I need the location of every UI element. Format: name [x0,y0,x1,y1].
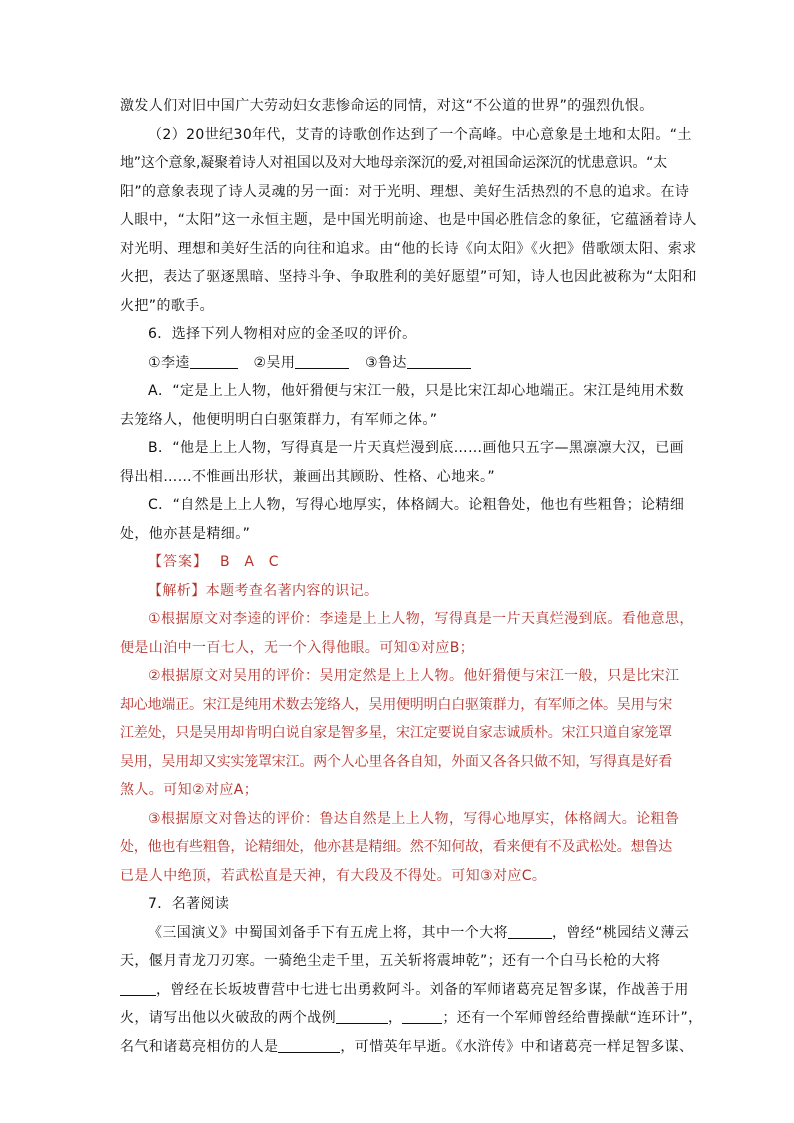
analysis-text: 煞人。可知②对应A； [120,782,259,798]
analysis-label: 【解析】 [148,582,206,599]
q7-text-segment: 火，请写出他以火破敌的两个战例 [120,1010,336,1026]
answer-blank-strategist[interactable] [278,1036,340,1053]
option-c-line: 处，他亦甚是精细。” [120,525,251,542]
option-b-line: B．“他是上上人物，写得真是一片天真烂漫到底……画他只五字—黑凛凛大汉，已画 [148,440,685,456]
q7-text-segment: 《三国演义》中蜀国刘备手下有五虎上将，其中一个大将 [148,924,508,941]
blank-label-1: ①李逵 [148,354,190,371]
option-a-line: A．“定是上上人物，他奸猾便与宋江一般，只是比宋江却心地端正。宋江是纯用术数 [148,383,685,399]
analysis-text: ②根据原文对吴用的评价：吴用定然是上上人物。他奸猾便与宋江一般，只是比宋江 [148,668,680,684]
question-7-text: 天，偃月青龙刀刃寒。一骑绝尘走千里，五关斩将震坤乾”；还有一个白马长枪的大将 [120,953,661,969]
text-line: 火把，表达了驱逐黑暗、坚持斗争、争取胜利的美好愿望”可知，诗人也因此被称为“太阳和 [120,269,697,285]
question-7-title: 7．名著阅读 [148,896,230,912]
analysis-text: 已是人中绝顶，若武松直是天神，有大段及不得处。可知③对应C。 [120,867,547,884]
question-6-title: 6．选择下列人物相对应的金圣叹的评价。 [148,326,417,342]
answer-line [120,548,682,577]
answer-blank-battle-2[interactable] [402,1007,442,1024]
answer-blank-battle-1[interactable] [336,1007,388,1024]
blank-label-2: ②吴用 [253,354,296,371]
analysis-text: ③根据原文对鲁达的评价：鲁达自然是上上人物，写得心地厚实，体格阔大。论粗鲁 [148,810,680,827]
text-line: 地”这个意象,凝聚着诗人对祖国以及对大地母亲深沉的爱,对祖国命运深沉的忧患意识。“太 [120,155,668,171]
analysis-text: 却心地端正。宋江是纯用术数去笼络人，吴用便明明白白驱策群力，有军师之体。吴用与宋 [120,696,672,713]
analysis-text: ①根据原文对李逵的评价：李逵是上上人物，写得真是一片天真烂漫到底。看他意思， [148,611,694,627]
q7-text-segment: ，可惜英年早逝。《水浒传》中和诸葛亮一样足智多谋、 [340,1038,694,1055]
option-a-line: 去笼络人，他便明明白白驱策群力，有军师之体。” [120,411,438,428]
answer-label: 【答案】 [148,554,208,570]
q7-text-segment: ，曾经“桃园结义薄云 [552,924,690,941]
text-line: 人眼中，“太阳”这一永恒主题，是中国光明前途、也是中国必胜信念的象征，它蕴涵着诗人 [120,212,697,228]
q7-text-segment: ， [388,1010,403,1026]
answer-blank-white-horse-general[interactable] [120,979,156,996]
question-7-text [120,976,689,1005]
document-content [120,92,703,1061]
text-line: 激发人们对旧中国广大劳动妇女悲惨命运的同情，对这“不公道的世界”的强烈仇恨。 [120,98,654,114]
text-line: （2）20世纪30年代，艾青的诗歌创作达到了一个高峰。中心意象是土地和太阳。“土 [148,126,692,143]
option-c-line: C．“自然是上上人物，写得心地厚实，体格阔大。论粗鲁处，他也有些粗鲁；论精细 [148,497,685,513]
answer-blank-3[interactable] [407,352,471,369]
text-line: 阳”的意象表现了诗人灵魂的另一面：对于光明、理想、美好生活热烈的不息的追求。在诗 [120,183,690,200]
answer-blank-2[interactable] [295,352,349,369]
question-7-text [120,1004,703,1033]
analysis-text: 便是山泊中一百七人，无一个入得他眼。可知①对应B； [120,639,475,656]
q7-text-segment: 名气和诸葛亮相仿的人是 [120,1038,279,1055]
question-7-text [120,1033,694,1062]
analysis-text: 处，他也有些粗鲁，论精细处，他亦甚是精细。然不知何故，看来便有不及武松处。想鲁达 [120,839,672,855]
analysis-intro: 本题考查名著内容的识记。 [205,582,379,599]
q7-text-segment: ；还有一个军师曾经给曹操献“连环计”， [442,1010,703,1026]
analysis-text: 吴用，吴用却又实实笼罩宋江。两个人心里各各自知，外面又各各只做不知，写得真是好看 [120,753,672,770]
text-line: 火把”的歌手。 [120,297,215,314]
answer-value: B A C [220,554,279,570]
analysis-line [120,577,682,606]
option-b-line: 得出相……不惟画出形状，兼画出其顾盼、性格、心地来。” [120,468,496,485]
analysis-text: 江差处，只是吴用却肯明白说自家是智多星，宋江定要说自家志诚质朴。宋江只道自家笼罩 [120,725,672,741]
blank-label-3: ③鲁达 [364,354,407,371]
answer-blank-1[interactable] [190,352,238,369]
text-line: 对光明、理想和美好生活的向往和追求。由“他的长诗《向太阳》《火把》借歌颂太阳、索求 [120,240,697,257]
question-7-text [120,919,690,948]
q7-text-segment: ，曾经在长坂坡曹营中七进七出勇救阿斗。刘备的军师诸葛亮足智多谋，作战善于用 [156,981,689,998]
question-6-blanks [120,349,682,378]
answer-blank-general[interactable] [508,922,552,939]
